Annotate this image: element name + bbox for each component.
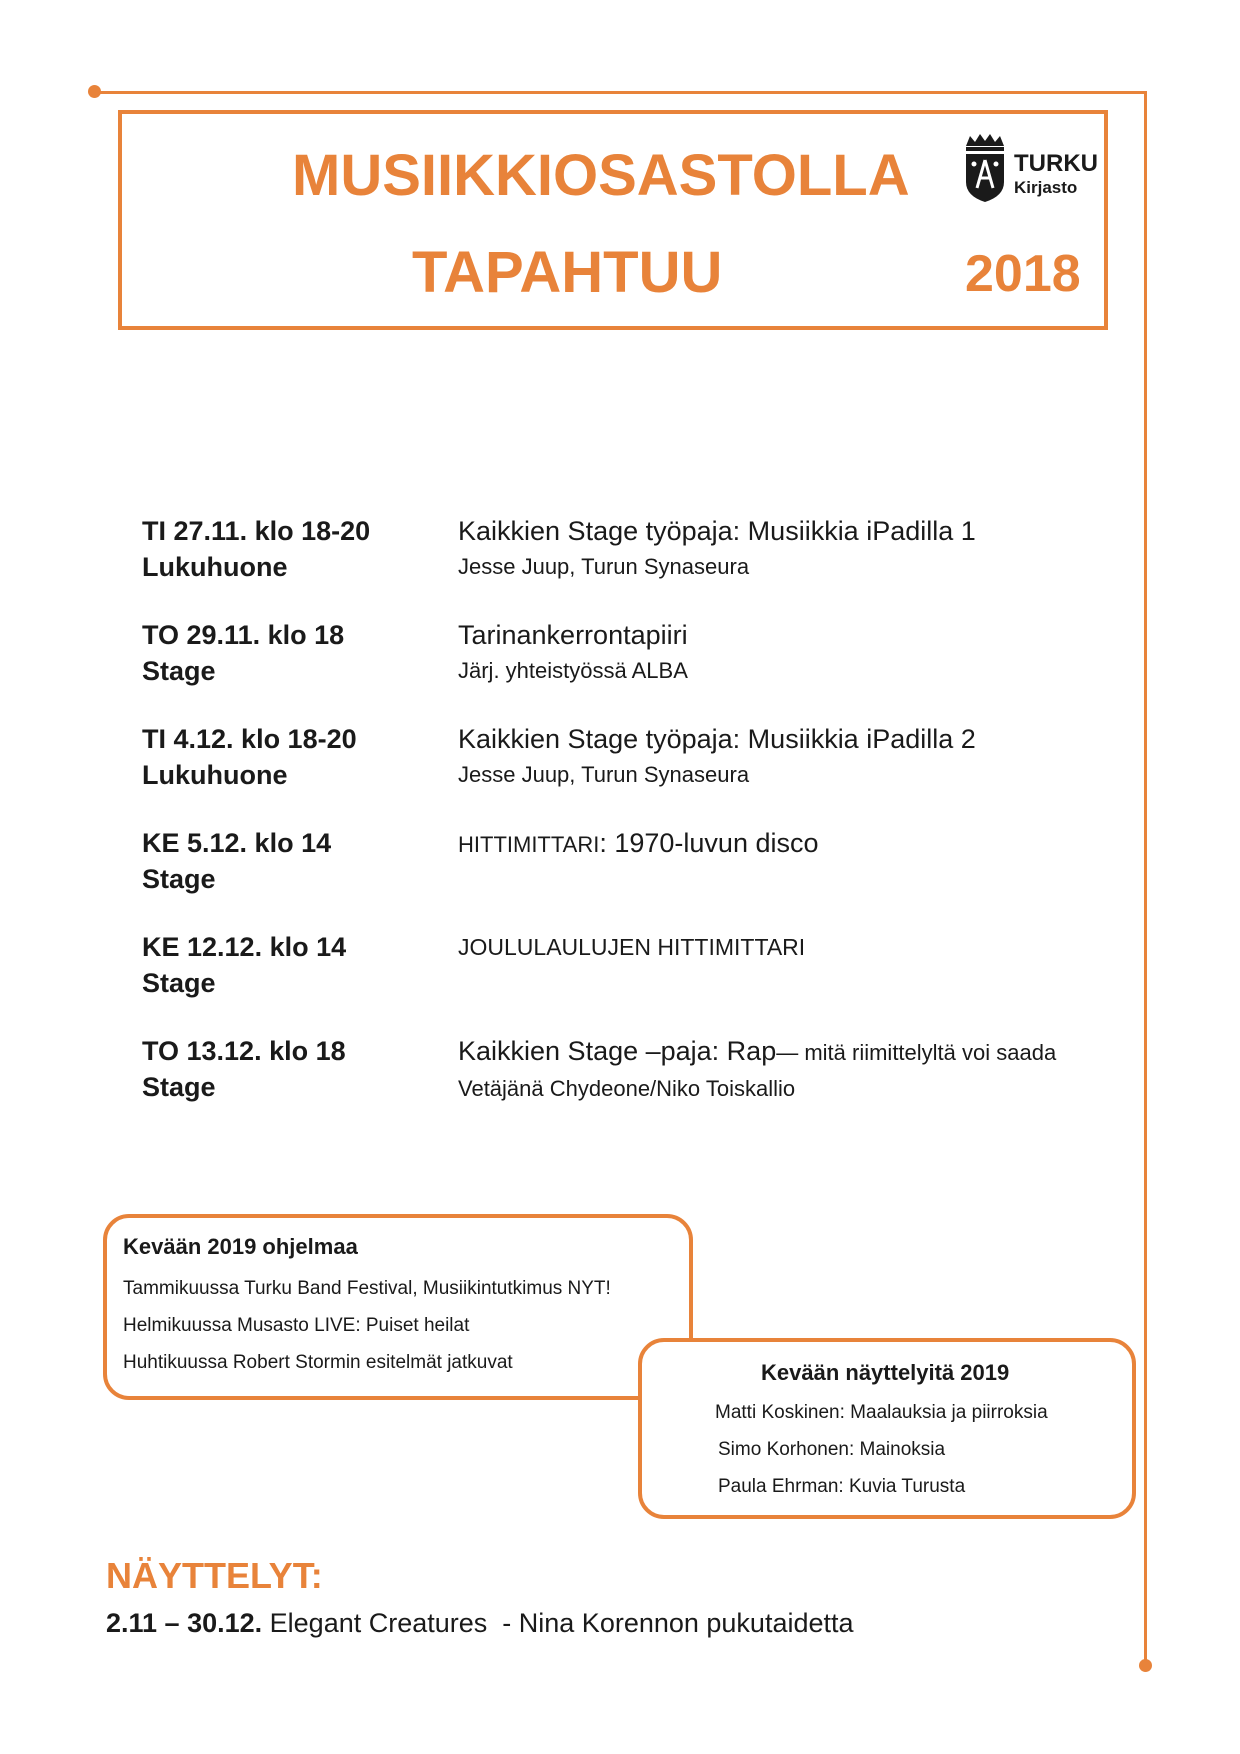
event-place: Stage <box>142 968 216 998</box>
page-title-line2: TAPAHTUU <box>412 240 723 305</box>
exhibitions-heading: NÄYTTELYT: <box>106 1555 323 1596</box>
event-what <box>458 825 1158 863</box>
event-item <box>142 617 1142 721</box>
spring-exhibitions-line: Matti Koskinen: Maalauksia ja piirroksia <box>715 1402 1048 1423</box>
exhibition-dates: 2.11 – 30.12. <box>106 1608 263 1638</box>
frame-dot-top <box>88 85 101 98</box>
event-what <box>458 513 1158 585</box>
spring-program-box <box>103 1214 693 1400</box>
event-when <box>142 825 442 897</box>
spring-program-line: Helmikuussa Musasto LIVE: Puiset heilat <box>123 1315 470 1336</box>
event-when <box>142 1033 442 1105</box>
event-item <box>142 513 1142 617</box>
event-item <box>142 825 1142 929</box>
event-title: JOULULAULUJEN HITTIMITTARI <box>458 934 806 960</box>
event-title <box>458 1033 1158 1071</box>
event-place: Lukuhuone <box>142 552 288 582</box>
event-subtitle: Järj. yhteistyössä ALBA <box>458 658 688 683</box>
exhibition-line <box>106 1608 854 1639</box>
event-subtitle: Vetäjänä Chydeone/Niko Toiskallio <box>458 1076 796 1101</box>
event-what <box>458 617 1158 689</box>
frame-dot-bottom <box>1139 1659 1152 1672</box>
event-when <box>142 929 442 1001</box>
event-what <box>458 721 1158 793</box>
event-place: Lukuhuone <box>142 760 288 790</box>
event-title-rest: : 1970-luvun disco <box>599 828 819 858</box>
event-when <box>142 721 442 793</box>
event-date: TI 27.11. klo 18-20 <box>142 516 371 546</box>
spring-exhibitions-line: Paula Ehrman: Kuvia Turusta <box>718 1476 966 1497</box>
event-title: Kaikkien Stage työpaja: Musiikkia iPadilla 1 <box>458 516 976 546</box>
event-date: KE 5.12. klo 14 <box>142 828 332 858</box>
event-title: Tarinankerrontapiiri <box>458 620 688 650</box>
event-item <box>142 721 1142 825</box>
spring-exhibitions-box <box>638 1338 1136 1519</box>
frame-line-right <box>1144 91 1147 1665</box>
event-when <box>142 513 442 585</box>
event-item <box>142 1033 1142 1137</box>
event-what <box>458 929 1158 965</box>
event-date: TO 29.11. klo 18 <box>142 620 345 650</box>
spring-program-line: Huhtikuussa Robert Stormin esitelmät jatkuvat <box>123 1352 513 1373</box>
spring-program-heading: Kevään 2019 ohjelmaa <box>123 1234 358 1259</box>
exhibition-title: Elegant Creatures - Nina Korennon pukutaidetta <box>262 1608 854 1638</box>
spring-exhibitions-line: Simo Korhonen: Mainoksia <box>718 1439 946 1460</box>
event-title: Kaikkien Stage työpaja: Musiikkia iPadilla 2 <box>458 724 976 754</box>
year-label: 2018 <box>965 245 1081 303</box>
event-what <box>458 1033 1158 1107</box>
logo-subtitle: Kirjasto <box>1014 178 1078 197</box>
spring-exhibitions-heading: Kevään näyttelyitä 2019 <box>761 1360 1010 1385</box>
event-place: Stage <box>142 1072 216 1102</box>
logo-name: TURKU <box>1014 150 1098 177</box>
event-title-main: Kaikkien Stage –paja: Rap <box>458 1036 777 1066</box>
event-title-extra: — mitä riimittelyltä voi saada <box>776 1040 1057 1065</box>
event-title-caps: HITTIMITTARI <box>458 832 600 857</box>
event-date: KE 12.12. klo 14 <box>142 932 347 962</box>
event-place: Stage <box>142 656 216 686</box>
event-date: TI 4.12. klo 18-20 <box>142 724 357 754</box>
page-title-line1: MUSIIKKIOSASTOLLA <box>292 143 910 208</box>
event-item <box>142 929 1142 1033</box>
turku-crest-icon <box>962 132 1008 204</box>
frame-line-top <box>94 91 1147 94</box>
event-subtitle: Jesse Juup, Turun Synaseura <box>458 554 750 579</box>
event-subtitle: Jesse Juup, Turun Synaseura <box>458 762 750 787</box>
events-list <box>142 513 1142 1137</box>
event-title <box>458 825 1158 863</box>
event-date: TO 13.12. klo 18 <box>142 1036 346 1066</box>
event-when <box>142 617 442 689</box>
spring-program-line: Tammikuussa Turku Band Festival, Musiikintutkimus NYT! <box>123 1278 611 1299</box>
event-place: Stage <box>142 864 216 894</box>
turku-logo <box>962 132 1102 204</box>
